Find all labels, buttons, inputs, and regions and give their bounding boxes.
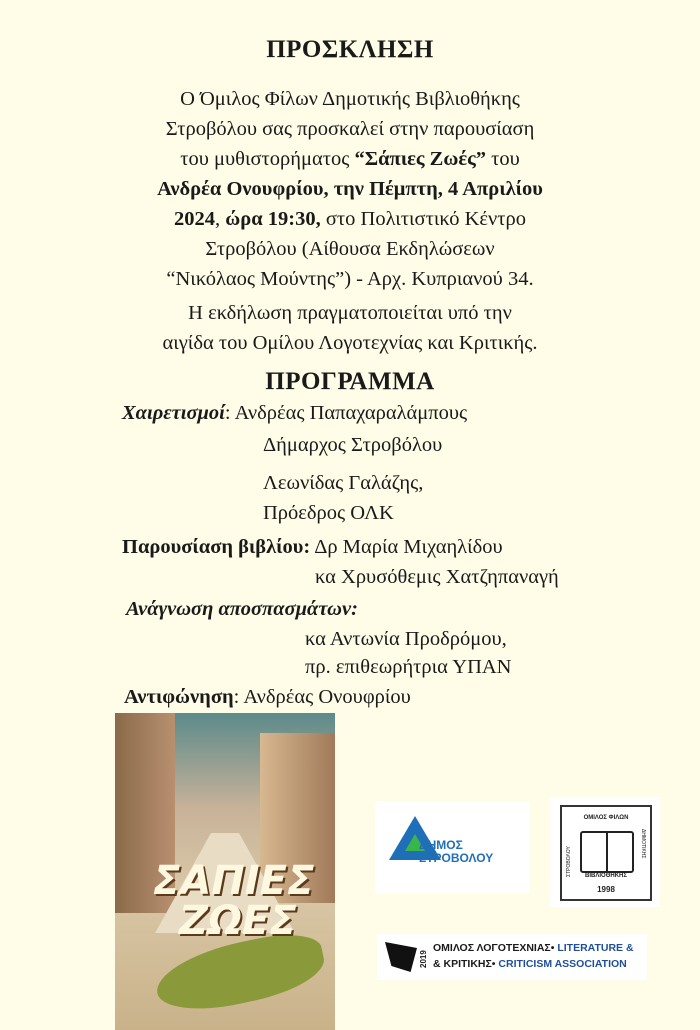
greetings-label: Χαιρετισμοί bbox=[122, 402, 225, 424]
invitation-line-3c: του bbox=[485, 148, 520, 170]
dimos-line-2: ΣΤΡΟΒΟΛΟΥ bbox=[419, 851, 494, 865]
literature-criticism-association-logo bbox=[377, 934, 647, 980]
event-year: 2024 bbox=[174, 208, 215, 230]
omilos-right-text: ΔΗΜΟΤΙΚΗΣ bbox=[640, 829, 646, 859]
reading-label bbox=[126, 598, 358, 621]
omilos-top-text: ΟΜΙΛΟΣ ΦΙΛΩΝ bbox=[583, 815, 629, 821]
dimos-line-1: ΔΗΜΟΣ bbox=[419, 838, 463, 852]
omilos-left-text: ΣΤΡΟΒΟΛΟΥ bbox=[566, 846, 572, 877]
invitation-line-1: Ο Όμιλος Φίλων Δημοτικής Βιβλιοθήκης bbox=[180, 88, 520, 110]
assoc-line-1 bbox=[433, 942, 634, 954]
book-title-quote: “Σάπιες Ζωές” bbox=[354, 148, 486, 170]
response-label: Αντιφώνηση bbox=[124, 686, 234, 708]
pen-nib-icon bbox=[385, 942, 417, 972]
invitation-line-7: “Νικόλαος Μούντης”) - Αρχ. Κυπριανού 34. bbox=[166, 268, 534, 290]
presentation-line-2: κα Χρυσόθεμις Χατζηπαναγή bbox=[315, 566, 559, 588]
greetings-row bbox=[122, 402, 467, 425]
assoc-line-2-english: CRITICISM ASSOCIATION bbox=[498, 958, 627, 970]
event-venue: στο Πολιτιστικό Κέντρο bbox=[320, 208, 526, 230]
invitation-line-3 bbox=[0, 144, 700, 174]
event-sep: , bbox=[215, 208, 226, 230]
program-title: ΠΡΟΓΡΑΜΜΑ bbox=[265, 368, 435, 395]
invitation-line-5 bbox=[0, 204, 700, 234]
assoc-line-2 bbox=[433, 958, 627, 970]
dimos-logo-text bbox=[419, 839, 493, 865]
response-row bbox=[124, 686, 411, 709]
omilos-year: 1998 bbox=[597, 885, 615, 894]
presentation-speaker-1: Δρ Μαρία Μιχαηλίδου bbox=[310, 536, 503, 558]
invitation-line-2: Στροβόλου σας προσκαλεί στην παρουσίαση bbox=[165, 118, 535, 140]
reading-label-text: Ανάγνωση αποσπασμάτων: bbox=[126, 598, 358, 620]
omilos-filon-logo bbox=[550, 797, 660, 907]
assoc-line-1-english: LITERATURE & bbox=[557, 942, 634, 954]
invitation-line-4: Ανδρέα Ονουφρίου, την Πέμπτη, 4 Απριλίου bbox=[157, 178, 543, 200]
presentation-label: Παρουσίαση βιβλίου: bbox=[122, 536, 311, 558]
event-time: ώρα 19:30, bbox=[225, 208, 321, 230]
invitation-line-9: αιγίδα του Ομίλου Λογοτεχνίας και Κριτικής. bbox=[162, 332, 538, 354]
greetings-line-2: Δήμαρχος Στροβόλου bbox=[263, 434, 443, 456]
omilos-logo-frame bbox=[560, 805, 652, 901]
open-book-icon bbox=[580, 831, 634, 873]
book-cover-image bbox=[115, 713, 335, 1030]
invitation-line-3a: του μυθιστορήματος bbox=[180, 148, 355, 170]
invitation-line-6: Στροβόλου (Αίθουσα Εκδηλώσεων bbox=[205, 238, 495, 260]
response-speaker: : Ανδρέας Ονουφρίου bbox=[233, 686, 411, 708]
dimos-strovolou-logo bbox=[375, 801, 530, 893]
invitation-line-8: Η εκδήλωση πραγματοποιείται υπό την bbox=[188, 302, 512, 324]
reading-line-2: πρ. επιθεωρήτρια ΥΠΑΝ bbox=[305, 656, 512, 678]
cover-title-line-2: ΖΩΕΣ bbox=[179, 898, 297, 944]
invitation-title: ΠΡΟΣΚΛΗΣΗ bbox=[266, 36, 434, 63]
assoc-line-1-greek: ΟΜΙΛΟΣ ΛΟΓΟΤΕΧΝΙΑΣ• bbox=[433, 942, 555, 954]
presentation-row bbox=[122, 536, 503, 559]
assoc-year: 2019 bbox=[419, 950, 428, 968]
cover-title bbox=[153, 858, 315, 944]
reading-line-1: κα Αντωνία Προδρόμου, bbox=[305, 628, 507, 650]
omilos-bottom-text: ΒΙΒΛΙΟΘΗΚΗΣ bbox=[585, 873, 627, 879]
greetings-line-3: Λεωνίδας Γαλάζης, bbox=[263, 472, 424, 494]
assoc-line-2-greek: & ΚΡΙΤΙΚΗΣ• bbox=[433, 958, 496, 970]
greetings-line-4: Πρόεδρος ΟΛΚ bbox=[263, 502, 394, 524]
greetings-speaker: : Ανδρέας Παπαχαραλάμπους bbox=[224, 402, 468, 424]
cover-title-line-1: ΣΑΠΙΕΣ bbox=[153, 858, 315, 904]
